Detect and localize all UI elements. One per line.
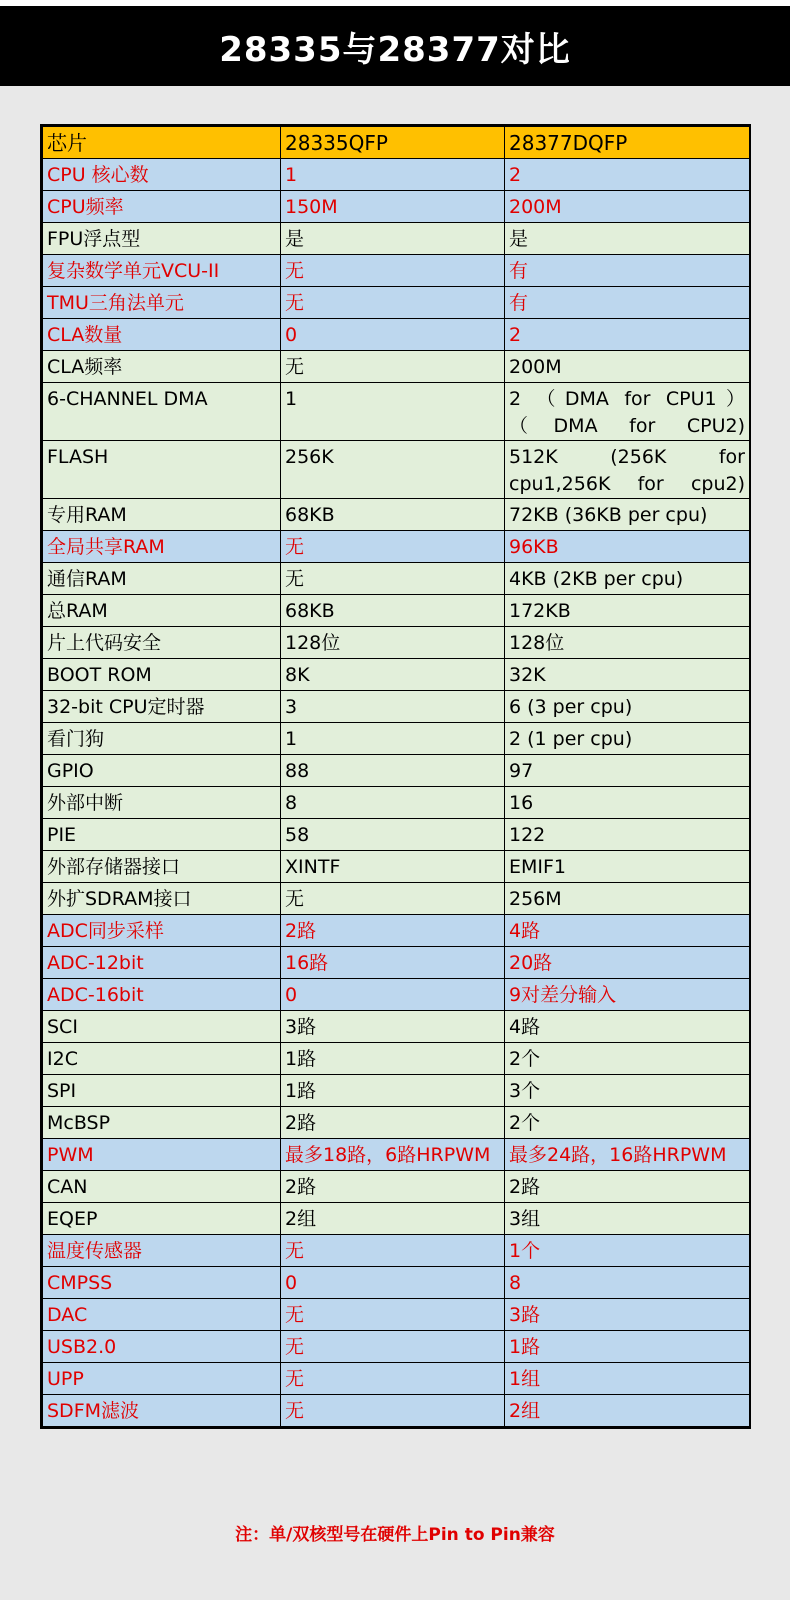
table-row — [43, 441, 750, 499]
table-row — [43, 1203, 750, 1235]
value-28377-cell: 72KB (36KB per cpu) — [505, 499, 750, 531]
feature-cell: GPIO — [43, 755, 281, 787]
value-28377-cell: 2个 — [505, 1043, 750, 1075]
value-28377-cell: 200M — [505, 191, 750, 223]
table-row — [43, 531, 750, 563]
feature-cell: TMU三角法单元 — [43, 287, 281, 319]
table-row — [43, 223, 750, 255]
feature-cell: UPP — [43, 1363, 281, 1395]
value-28335-cell: 58 — [281, 819, 505, 851]
feature-cell: 外部中断 — [43, 787, 281, 819]
feature-cell: CLA数量 — [43, 319, 281, 351]
value-28335-cell: XINTF — [281, 851, 505, 883]
table-row — [43, 1139, 750, 1171]
value-28335-cell: 无 — [281, 1235, 505, 1267]
feature-cell: 外部存储器接口 — [43, 851, 281, 883]
feature-cell: CPU 核心数 — [43, 159, 281, 191]
table-row — [43, 1075, 750, 1107]
value-28377-cell: 2个 — [505, 1107, 750, 1139]
value-28335-cell: 150M — [281, 191, 505, 223]
table-row — [43, 947, 750, 979]
table-row — [43, 595, 750, 627]
table-row — [43, 787, 750, 819]
value-28377-cell: 2路 — [505, 1171, 750, 1203]
value-28335-cell: 2路 — [281, 1171, 505, 1203]
feature-cell: USB2.0 — [43, 1331, 281, 1363]
value-28377-cell: 16 — [505, 787, 750, 819]
feature-cell: 看门狗 — [43, 723, 281, 755]
table-row — [43, 723, 750, 755]
value-28335-cell: 最多18路，6路HRPWM — [281, 1139, 505, 1171]
value-28377-cell: 97 — [505, 755, 750, 787]
table-row — [43, 1107, 750, 1139]
table-row — [43, 1011, 750, 1043]
value-28377-cell: 1路 — [505, 1331, 750, 1363]
value-28335-cell: 3路 — [281, 1011, 505, 1043]
table-row — [43, 499, 750, 531]
value-28377-cell: 4KB (2KB per cpu) — [505, 563, 750, 595]
value-28335-cell: 1 — [281, 383, 505, 441]
value-28377-cell: 2 (1 per cpu) — [505, 723, 750, 755]
table-row — [43, 1267, 750, 1299]
feature-cell: PWM — [43, 1139, 281, 1171]
feature-cell: 外扩SDRAM接口 — [43, 883, 281, 915]
feature-cell: 片上代码安全 — [43, 627, 281, 659]
feature-cell: ADC同步采样 — [43, 915, 281, 947]
table-row — [43, 1171, 750, 1203]
comparison-table-container — [40, 124, 751, 1429]
feature-cell: FLASH — [43, 441, 281, 499]
value-28377-cell: 256M — [505, 883, 750, 915]
table-row — [43, 691, 750, 723]
feature-cell: DAC — [43, 1299, 281, 1331]
table-row — [43, 1299, 750, 1331]
feature-cell: 专用RAM — [43, 499, 281, 531]
value-28377-cell: 1组 — [505, 1363, 750, 1395]
feature-cell: CLA频率 — [43, 351, 281, 383]
feature-cell: SCI — [43, 1011, 281, 1043]
value-28335-cell: 8 — [281, 787, 505, 819]
feature-cell: McBSP — [43, 1107, 281, 1139]
value-28335-cell: 88 — [281, 755, 505, 787]
feature-cell: I2C — [43, 1043, 281, 1075]
value-28335-cell: 1 — [281, 723, 505, 755]
value-28377-cell: 4路 — [505, 915, 750, 947]
table-row — [43, 851, 750, 883]
value-28335-cell: 3 — [281, 691, 505, 723]
value-28335-cell: 是 — [281, 223, 505, 255]
value-28335-cell: 1 — [281, 159, 505, 191]
value-28335-cell: 无 — [281, 255, 505, 287]
table-row — [43, 1235, 750, 1267]
table-row — [43, 979, 750, 1011]
value-28377-cell: 是 — [505, 223, 750, 255]
feature-cell: 通信RAM — [43, 563, 281, 595]
value-28377-cell: 96KB — [505, 531, 750, 563]
value-28377-cell: 有 — [505, 255, 750, 287]
table-row — [43, 159, 750, 191]
value-28335-cell: 无 — [281, 1363, 505, 1395]
feature-cell: PIE — [43, 819, 281, 851]
value-28377-cell: 20路 — [505, 947, 750, 979]
value-28377-cell: 172KB — [505, 595, 750, 627]
table-row — [43, 1395, 750, 1427]
value-28335-cell: 无 — [281, 563, 505, 595]
value-28335-cell: 无 — [281, 287, 505, 319]
value-28377-cell: 2 （DMA for CPU1）（DMA for CPU2) — [505, 383, 750, 441]
header-cell-chip: 芯片 — [43, 127, 281, 159]
value-28335-cell: 2路 — [281, 915, 505, 947]
feature-cell: CMPSS — [43, 1267, 281, 1299]
table-row — [43, 915, 750, 947]
value-28335-cell: 128位 — [281, 627, 505, 659]
table-row — [43, 563, 750, 595]
feature-cell: ADC-16bit — [43, 979, 281, 1011]
value-28335-cell: 无 — [281, 351, 505, 383]
value-28377-cell: 4路 — [505, 1011, 750, 1043]
feature-cell: 全局共享RAM — [43, 531, 281, 563]
compatibility-note: 注：单/双核型号在硬件上Pin to Pin兼容 — [235, 1525, 555, 1545]
value-28335-cell: 0 — [281, 979, 505, 1011]
value-28335-cell: 无 — [281, 531, 505, 563]
feature-cell: SPI — [43, 1075, 281, 1107]
value-28335-cell: 0 — [281, 319, 505, 351]
table-row — [43, 287, 750, 319]
value-28335-cell: 0 — [281, 1267, 505, 1299]
value-28335-cell: 68KB — [281, 595, 505, 627]
value-28377-cell: 9对差分输入 — [505, 979, 750, 1011]
value-28335-cell: 68KB — [281, 499, 505, 531]
value-28335-cell: 无 — [281, 1299, 505, 1331]
table-row — [43, 255, 750, 287]
feature-cell: CAN — [43, 1171, 281, 1203]
value-28377-cell: 6 (3 per cpu) — [505, 691, 750, 723]
value-28377-cell: EMIF1 — [505, 851, 750, 883]
value-28377-cell: 3组 — [505, 1203, 750, 1235]
header-cell-28377: 28377DQFP — [505, 127, 750, 159]
feature-cell: CPU频率 — [43, 191, 281, 223]
table-row — [43, 319, 750, 351]
value-28377-cell: 32K — [505, 659, 750, 691]
value-28335-cell: 无 — [281, 1395, 505, 1427]
feature-cell: 总RAM — [43, 595, 281, 627]
value-28335-cell: 1路 — [281, 1075, 505, 1107]
value-28335-cell: 1路 — [281, 1043, 505, 1075]
value-28335-cell: 无 — [281, 883, 505, 915]
table-row — [43, 819, 750, 851]
table-row — [43, 191, 750, 223]
value-28377-cell: 最多24路，16路HRPWM — [505, 1139, 750, 1171]
table-row — [43, 659, 750, 691]
value-28377-cell: 128位 — [505, 627, 750, 659]
comparison-table — [42, 126, 750, 1427]
table-row — [43, 627, 750, 659]
value-28335-cell: 2组 — [281, 1203, 505, 1235]
value-28377-cell: 有 — [505, 287, 750, 319]
feature-cell: 复杂数学单元VCU-II — [43, 255, 281, 287]
value-28335-cell: 8K — [281, 659, 505, 691]
table-row — [43, 1363, 750, 1395]
value-28335-cell: 无 — [281, 1331, 505, 1363]
value-28335-cell: 2路 — [281, 1107, 505, 1139]
feature-cell: ADC-12bit — [43, 947, 281, 979]
value-28377-cell: 8 — [505, 1267, 750, 1299]
table-row — [43, 351, 750, 383]
feature-cell: FPU浮点型 — [43, 223, 281, 255]
value-28377-cell: 122 — [505, 819, 750, 851]
feature-cell: EQEP — [43, 1203, 281, 1235]
header-cell-28335: 28335QFP — [281, 127, 505, 159]
value-28377-cell: 1个 — [505, 1235, 750, 1267]
feature-cell: 温度传感器 — [43, 1235, 281, 1267]
page-title: 28335与28377对比 — [0, 6, 790, 86]
value-28377-cell: 3路 — [505, 1299, 750, 1331]
value-28377-cell: 2组 — [505, 1395, 750, 1427]
table-row — [43, 1331, 750, 1363]
table-row — [43, 883, 750, 915]
value-28335-cell: 16路 — [281, 947, 505, 979]
value-28377-cell: 512K (256K for cpu1,256K for cpu2) — [505, 441, 750, 499]
table-row — [43, 383, 750, 441]
value-28377-cell: 200M — [505, 351, 750, 383]
feature-cell: SDFM滤波 — [43, 1395, 281, 1427]
value-28335-cell: 256K — [281, 441, 505, 499]
feature-cell: BOOT ROM — [43, 659, 281, 691]
value-28377-cell: 2 — [505, 159, 750, 191]
table-header-row — [43, 127, 750, 159]
value-28377-cell: 3个 — [505, 1075, 750, 1107]
feature-cell: 32-bit CPU定时器 — [43, 691, 281, 723]
table-row — [43, 1043, 750, 1075]
table-row — [43, 755, 750, 787]
feature-cell: 6-CHANNEL DMA — [43, 383, 281, 441]
value-28377-cell: 2 — [505, 319, 750, 351]
